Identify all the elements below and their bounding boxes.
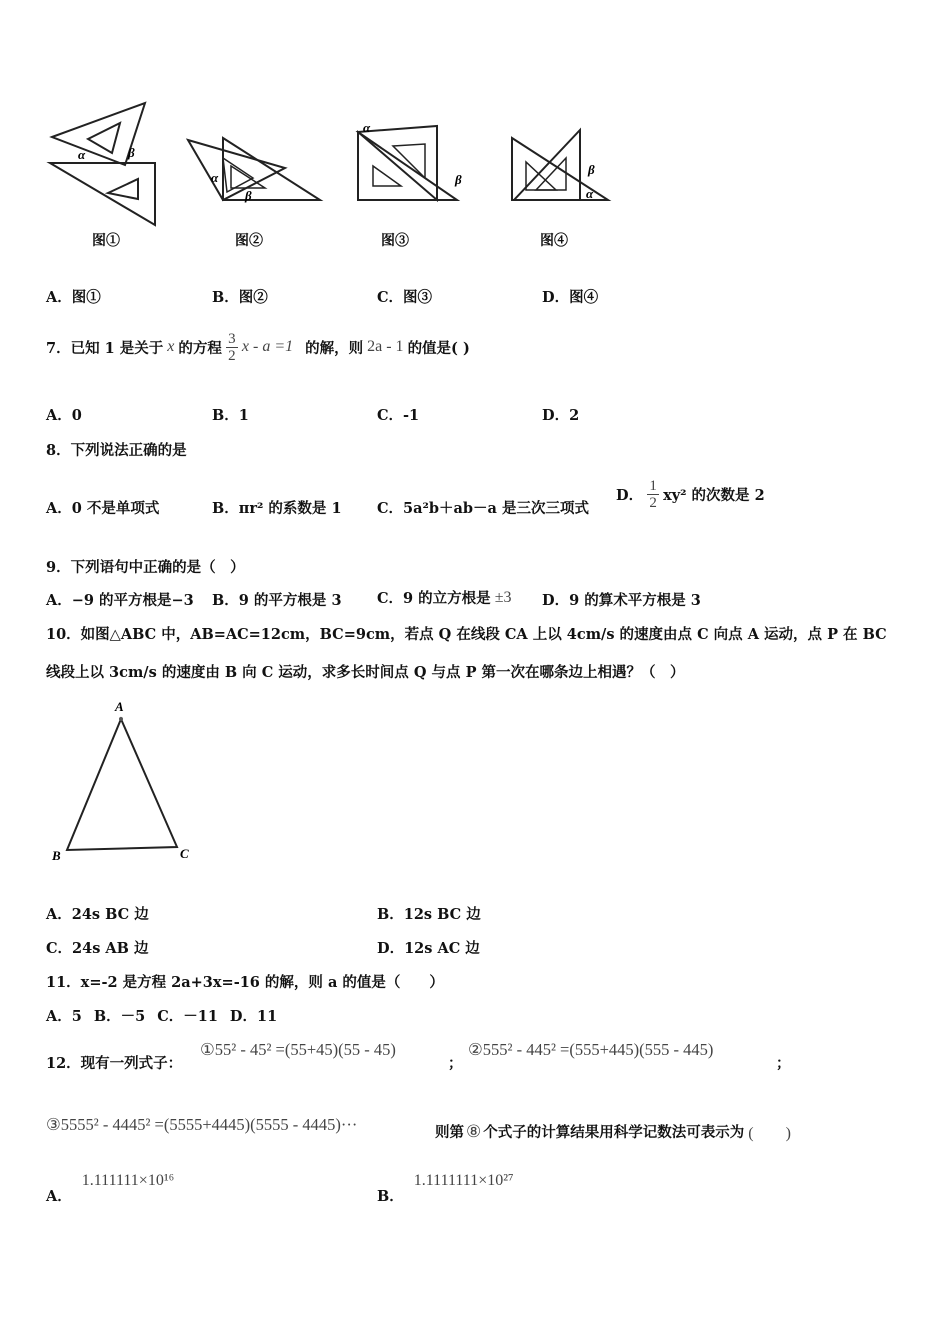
- figure-4-drawing: [508, 128, 618, 204]
- q11-option-c[interactable]: C．－11: [157, 1008, 218, 1025]
- q6-option-a[interactable]: A．图①: [46, 289, 101, 306]
- q7-expression: 2a - 1: [367, 338, 404, 355]
- q7-equation: x - a =1: [241, 338, 294, 355]
- figure-2-caption: 图②: [235, 233, 263, 249]
- figure-1-alpha: α: [78, 147, 86, 162]
- q8-option-d-prefix: D．: [616, 486, 644, 504]
- q8-option-d-fraction: [647, 478, 659, 511]
- q10-line-2: 线段上以 3cm/s 的速度由 B 向 C 运动，求多长时间点 Q 与点 P 第一次在哪条边上相遇？（ ）: [46, 664, 685, 681]
- q12-paren: ( ): [748, 1125, 791, 1142]
- q12-option-a[interactable]: [46, 1172, 174, 1206]
- q8-option-d-den: 2: [649, 494, 657, 511]
- q7-option-a[interactable]: A．0: [46, 407, 82, 424]
- figure-1-caption: 图①: [92, 233, 120, 249]
- q12-expression-1: ①55² - 45² =(55+45)(55 - 45): [200, 1040, 396, 1059]
- figure-2-drawing: [185, 130, 325, 205]
- q7-text-3: 的解，则: [305, 339, 364, 357]
- figure-4-beta: β: [588, 162, 595, 177]
- q12-separator-1: ；: [448, 1055, 463, 1072]
- q9-option-b[interactable]: B．9 的平方根是 3: [212, 592, 342, 609]
- figure-1-drawing: [40, 95, 170, 215]
- q7-stem: [46, 322, 470, 372]
- q12-expression-3: ③5555² - 4445² =(5555+4445)(5555 - 4445)···: [46, 1115, 358, 1134]
- q6-option-c[interactable]: C．图③: [377, 289, 433, 306]
- q8-option-d[interactable]: [616, 472, 765, 516]
- vertex-b-label: B: [52, 848, 61, 863]
- q9-option-a[interactable]: A．−9 的平方根是−3: [46, 592, 194, 609]
- figure-3-beta: β: [455, 172, 462, 187]
- q12-expression-2: ②555² - 445² =(555+445)(555 - 445): [468, 1040, 714, 1059]
- triangle-abc: [67, 719, 177, 850]
- q10-option-b[interactable]: B．12s BC 边: [377, 906, 481, 923]
- q9-option-c-math: ±3: [494, 588, 512, 606]
- q9-option-d[interactable]: D．9 的算术平方根是 3: [542, 592, 701, 609]
- q7-var-x: x: [167, 338, 175, 355]
- q9-option-c[interactable]: [377, 587, 511, 608]
- figure-2-alpha: α: [211, 170, 219, 185]
- q8-option-b[interactable]: B．πr² 的系数是 1: [212, 500, 342, 517]
- figure-3-alpha: α: [363, 120, 371, 135]
- q7-frac-num: 3: [228, 330, 236, 347]
- figure-3-caption: 图③: [381, 233, 409, 249]
- q12-option-b[interactable]: [377, 1172, 514, 1206]
- q10-triangle-figure: [44, 694, 204, 869]
- q12-option-b-label: B．: [377, 1188, 404, 1205]
- figure-4-alpha: α: [586, 186, 594, 201]
- q8-option-a[interactable]: A．0 不是单项式: [46, 500, 160, 517]
- q12-tail: [435, 1120, 791, 1143]
- q12-circled-8: ⑧: [466, 1121, 482, 1141]
- q10-option-c[interactable]: C．24s AB 边: [46, 940, 149, 957]
- q7-option-d[interactable]: D．2: [542, 407, 580, 424]
- q6-option-b[interactable]: B．图②: [212, 289, 268, 306]
- q9-option-c-text: C．9 的立方根是: [377, 590, 491, 607]
- q12-stem: 12．现有一列式子：: [46, 1055, 183, 1072]
- q11-stem: 11．x=-2 是方程 2a+3x=-16 的解，则 a 的值是（ ）: [46, 974, 444, 991]
- q6-option-d[interactable]: D．图④: [542, 289, 599, 306]
- q8-option-c[interactable]: C．5a²b＋ab－a 是三次三项式: [377, 500, 589, 517]
- q9-stem: 9．下列语句中正确的是（ ）: [46, 559, 245, 576]
- q7-option-c[interactable]: C．-1: [377, 407, 420, 424]
- q7-fraction: [226, 331, 238, 364]
- q12-tail-text-1: 则第: [435, 1124, 464, 1141]
- figure-4-caption: 图④: [540, 233, 568, 249]
- q7-option-b[interactable]: B．1: [212, 407, 249, 424]
- q7-text-4: 的值是( ): [407, 339, 470, 357]
- q11-option-a[interactable]: A．5: [46, 1008, 82, 1025]
- q10-line-1: 10．如图△ABC 中，AB=AC=12cm，BC=9cm，若点 Q 在线段 CA 上以 4cm/s 的速度由点 C 向点 A 运动，点 P 在 BC: [46, 626, 887, 643]
- q12-separator-2: ；: [776, 1055, 791, 1072]
- q7-text-2: 的方程: [178, 339, 222, 357]
- q7-frac-den: 2: [228, 347, 236, 364]
- vertex-c-label: C: [180, 846, 189, 861]
- q11-option-d[interactable]: D．11: [229, 1008, 278, 1025]
- vertex-a-label: A: [115, 699, 124, 714]
- figure-3-drawing: [355, 122, 475, 204]
- q8-option-d-num: 1: [649, 477, 657, 494]
- q12-option-a-math: 1.111111×10¹⁶: [81, 1172, 175, 1189]
- q8-stem: 8．下列说法正确的是: [46, 442, 187, 459]
- q10-option-d[interactable]: D．12s AC 边: [377, 940, 480, 957]
- q10-option-a[interactable]: A．24s BC 边: [46, 906, 149, 923]
- q11-option-b[interactable]: B．－5: [93, 1008, 146, 1025]
- q8-option-d-rest: xy² 的次数是 2: [663, 486, 765, 504]
- q11-options: [46, 1005, 277, 1026]
- figure-1-beta: β: [128, 145, 135, 160]
- q12-option-a-label: A．: [46, 1188, 72, 1205]
- q12-option-b-math: 1.1111111×10²⁷: [413, 1172, 514, 1189]
- q12-tail-text-2: 个式子的计算结果用科学记数法可表示为: [483, 1124, 745, 1141]
- figure-2-beta: β: [245, 188, 252, 203]
- q7-text-1: 7．已知 1 是关于: [46, 339, 164, 357]
